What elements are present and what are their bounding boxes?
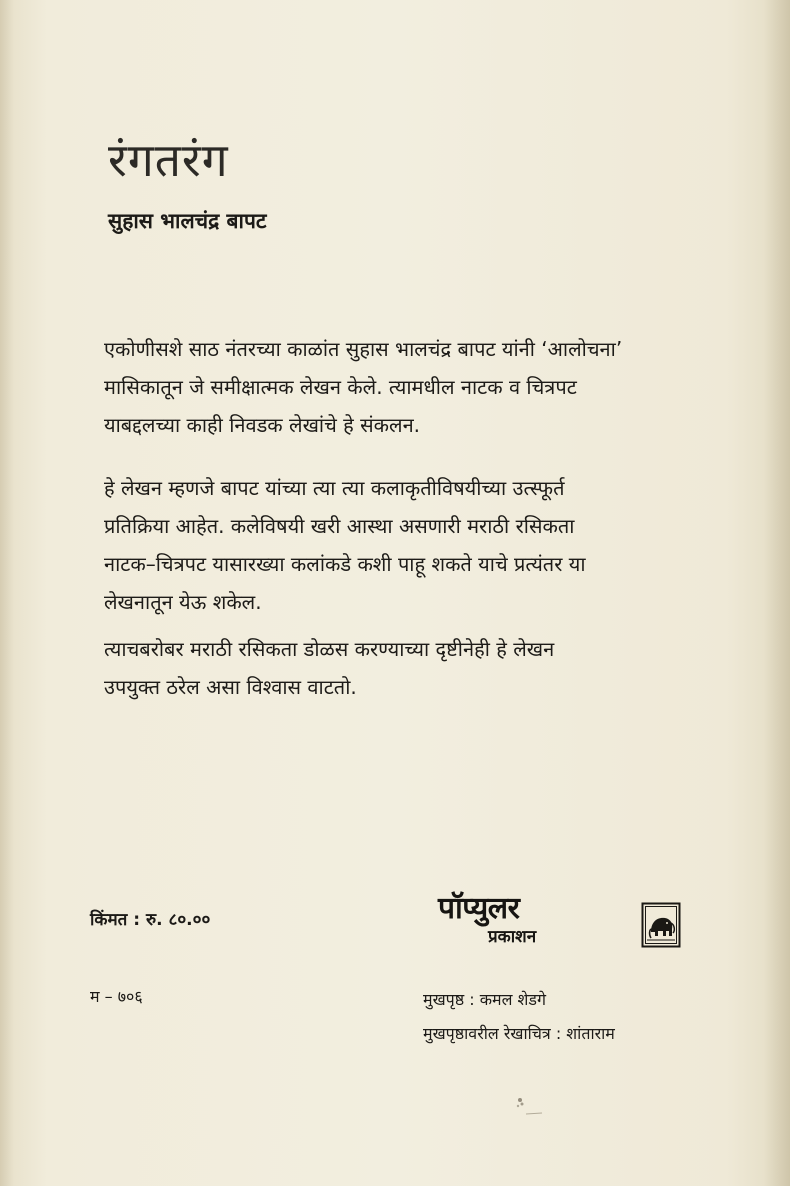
blurb-line: लेखनातून येऊ शकेल. <box>104 590 262 614</box>
blurb-line: याबद्दलच्या काही निवडक लेखांचे हे संकलन. <box>104 413 421 437</box>
blurb-paragraph-2 <box>104 469 696 621</box>
publisher-name: पॉप्युलर <box>438 891 520 926</box>
blurb-paragraph-3 <box>104 630 696 706</box>
blurb-line: उपयुक्त ठरेल असा विश्वास वाटतो. <box>104 675 357 699</box>
spine-shading <box>764 0 790 1186</box>
sketch-credit: मुखपृष्ठावरील रेखाचित्र : शांताराम <box>423 1024 615 1043</box>
cover-credit: मुखपृष्ठ : कमल शेडगे <box>423 990 546 1009</box>
book-author: सुहास भालचंद्र बापट <box>108 209 267 233</box>
blurb-line: मासिकातून जे समीक्षात्मक लेखन केले. त्यामधील नाटक व चित्रपट <box>104 375 577 399</box>
catalog-code: म – ७०६ <box>90 987 143 1006</box>
publisher-logo <box>438 890 684 960</box>
book-title: रंगतरंग <box>108 133 229 187</box>
publisher-subtitle: प्रकाशन <box>488 927 537 947</box>
blurb-line: एकोणीसशे साठ नंतरच्या काळांत सुहास भालचंद्र बापट यांनी ‘आलोचना’ <box>104 337 623 361</box>
blurb-line: त्याचबरोबर मराठी रसिकता डोळस करण्याच्या दृष्टीनेही हे लेखन <box>104 637 555 661</box>
blurb-paragraph-1 <box>104 330 696 444</box>
blurb-line: प्रतिक्रिया आहेत. कलेविषयी खरी आस्था असणारी मराठी रसिकता <box>104 514 575 538</box>
blurb-line: हे लेखन म्हणजे बापट यांच्या त्या त्या कलाकृतीविषयीच्या उत्स्फूर्त <box>104 476 565 500</box>
blurb-line: नाटक–चित्रपट यासारख्या कलांकडे कशी पाहू शकते याचे प्रत्यंतर या <box>104 552 586 576</box>
elephant-emblem-icon <box>641 902 681 948</box>
page-edge-shading <box>0 0 14 1186</box>
ink-smudge <box>508 1088 548 1118</box>
price-label: किंमत : रु. ८०.०० <box>90 910 211 930</box>
